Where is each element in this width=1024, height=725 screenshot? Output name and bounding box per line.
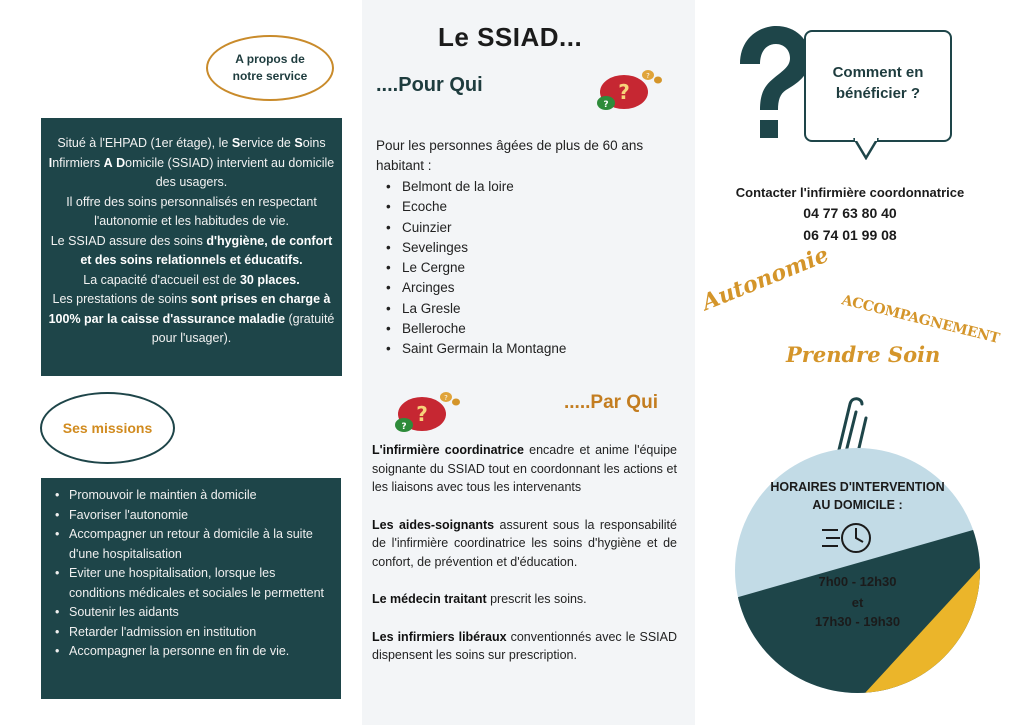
missions-badge [40, 392, 175, 464]
city-item: • Belmont de la loire [384, 177, 566, 197]
phone-number-2: 06 74 01 99 08 [803, 227, 897, 243]
svg-text:?: ? [603, 100, 609, 110]
mission-item: • Accompagner un retour à domicile à la suite d'une hospitalisation [53, 525, 331, 564]
city-item: • Saint Germain la Montagne [384, 339, 566, 359]
city-item: • Cuinzier [384, 218, 566, 238]
page-title: Le SSIAD... [438, 22, 583, 52]
service-paragraph: Le SSIAD assure des soins d'hygiène, de confort et des soins relationnels et éducatifs. [50, 233, 333, 267]
service-paragraph: Il offre des soins personnalisés en respectant l'autonomie et les habitudes de vie. [66, 194, 317, 228]
cities-list [384, 177, 566, 360]
city-item: • Arcinges [384, 278, 566, 298]
speech-tail-icon [852, 138, 882, 160]
service-paragraph: Situé à l'EHPAD (1er étage), le Service de Soins Infirmiers A Domicile (SSIAD) intervient au domicile des usagers. [48, 136, 335, 189]
mission-item: • Accompagner la personne en fin de vie. [53, 642, 331, 662]
city-item: • Belleroche [384, 319, 566, 339]
city-item: • Ecoche [384, 197, 566, 217]
question-bubbles-icon [594, 66, 666, 114]
missions-list [53, 486, 331, 662]
about-badge-label: A propos de notre service [232, 52, 308, 83]
word-accompagnement: ACCOMPAGNEMENT [840, 292, 1001, 347]
missions-box [41, 478, 341, 699]
service-paragraph: La capacité d'accueil est de 30 places. [83, 272, 300, 287]
hours-title: HORAIRES D'INTERVENTION AU DOMICILE : [770, 480, 945, 512]
role-item: Les infirmiers libéraux conventionnés avec le SSIAD dispensent les soins sur prescription. [372, 629, 678, 662]
question-bubbles-icon-2 [392, 388, 464, 436]
mission-item: • Soutenir les aidants [53, 603, 331, 623]
city-item: • Le Cergne [384, 258, 566, 278]
middle-panel [362, 0, 695, 725]
mission-item: • Retarder l'admission en institution [53, 623, 331, 643]
roles-list [372, 441, 677, 684]
word-autonomie: Autonomie [698, 241, 833, 316]
city-item: • Sevelinges [384, 238, 566, 258]
city-item: • La Gresle [384, 299, 566, 319]
svg-text:?: ? [401, 422, 407, 432]
pour-qui-intro: Pour les personnes âgées de plus de 60 ans habitant : [376, 138, 644, 173]
fast-clock-icon [818, 518, 876, 558]
about-badge [206, 35, 334, 101]
svg-text:?: ? [444, 394, 448, 402]
service-description-box [41, 118, 342, 376]
role-item: Le médecin traitant prescrit les soins. [372, 592, 587, 606]
mission-item: • Promouvoir le maintien à domicile [53, 486, 331, 506]
service-paragraph: Les prestations de soins sont prises en charge à 100% par la caisse d'assurance maladie (gratuité pour l'usager). [48, 292, 335, 345]
svg-text:?: ? [416, 402, 428, 426]
phone-number-1: 04 77 63 80 40 [803, 205, 897, 221]
hours-evening: 17h30 - 19h30 [814, 614, 901, 629]
par-qui-heading: .....Par Qui [564, 392, 658, 413]
mission-item: • Favoriser l'autonomie [53, 506, 331, 526]
hours-morning: 7h00 - 12h30 [818, 574, 897, 589]
word-prendre-soin: Prendre Soin [786, 342, 941, 367]
role-item: L'infirmière coordinatrice encadre et anime l'équipe soignante du SSIAD tout en coordonnant les actions et les liaisons avec tous les intervenants [372, 443, 678, 494]
svg-text:?: ? [618, 80, 630, 104]
mission-item: • Eviter une hospitalisation, lorsque les conditions médicales et sociales le permettent [53, 564, 331, 603]
role-item: Les aides-soignants assurent sous la responsabilité de l'infirmière coordinatrice les soins d'hygiène et de confort, de prévention et d'éducation. [372, 517, 677, 569]
svg-text:?: ? [646, 72, 650, 80]
pour-qui-heading: ....Pour Qui [376, 74, 483, 96]
hours-and: et [851, 595, 864, 610]
contact-label: Contacter l'infirmière coordonnatrice [735, 185, 965, 200]
how-to-benefit-title: Comment en bénéficier ? [832, 64, 924, 102]
question-mark-icon [732, 24, 812, 144]
missions-badge-label: Ses missions [62, 420, 153, 436]
